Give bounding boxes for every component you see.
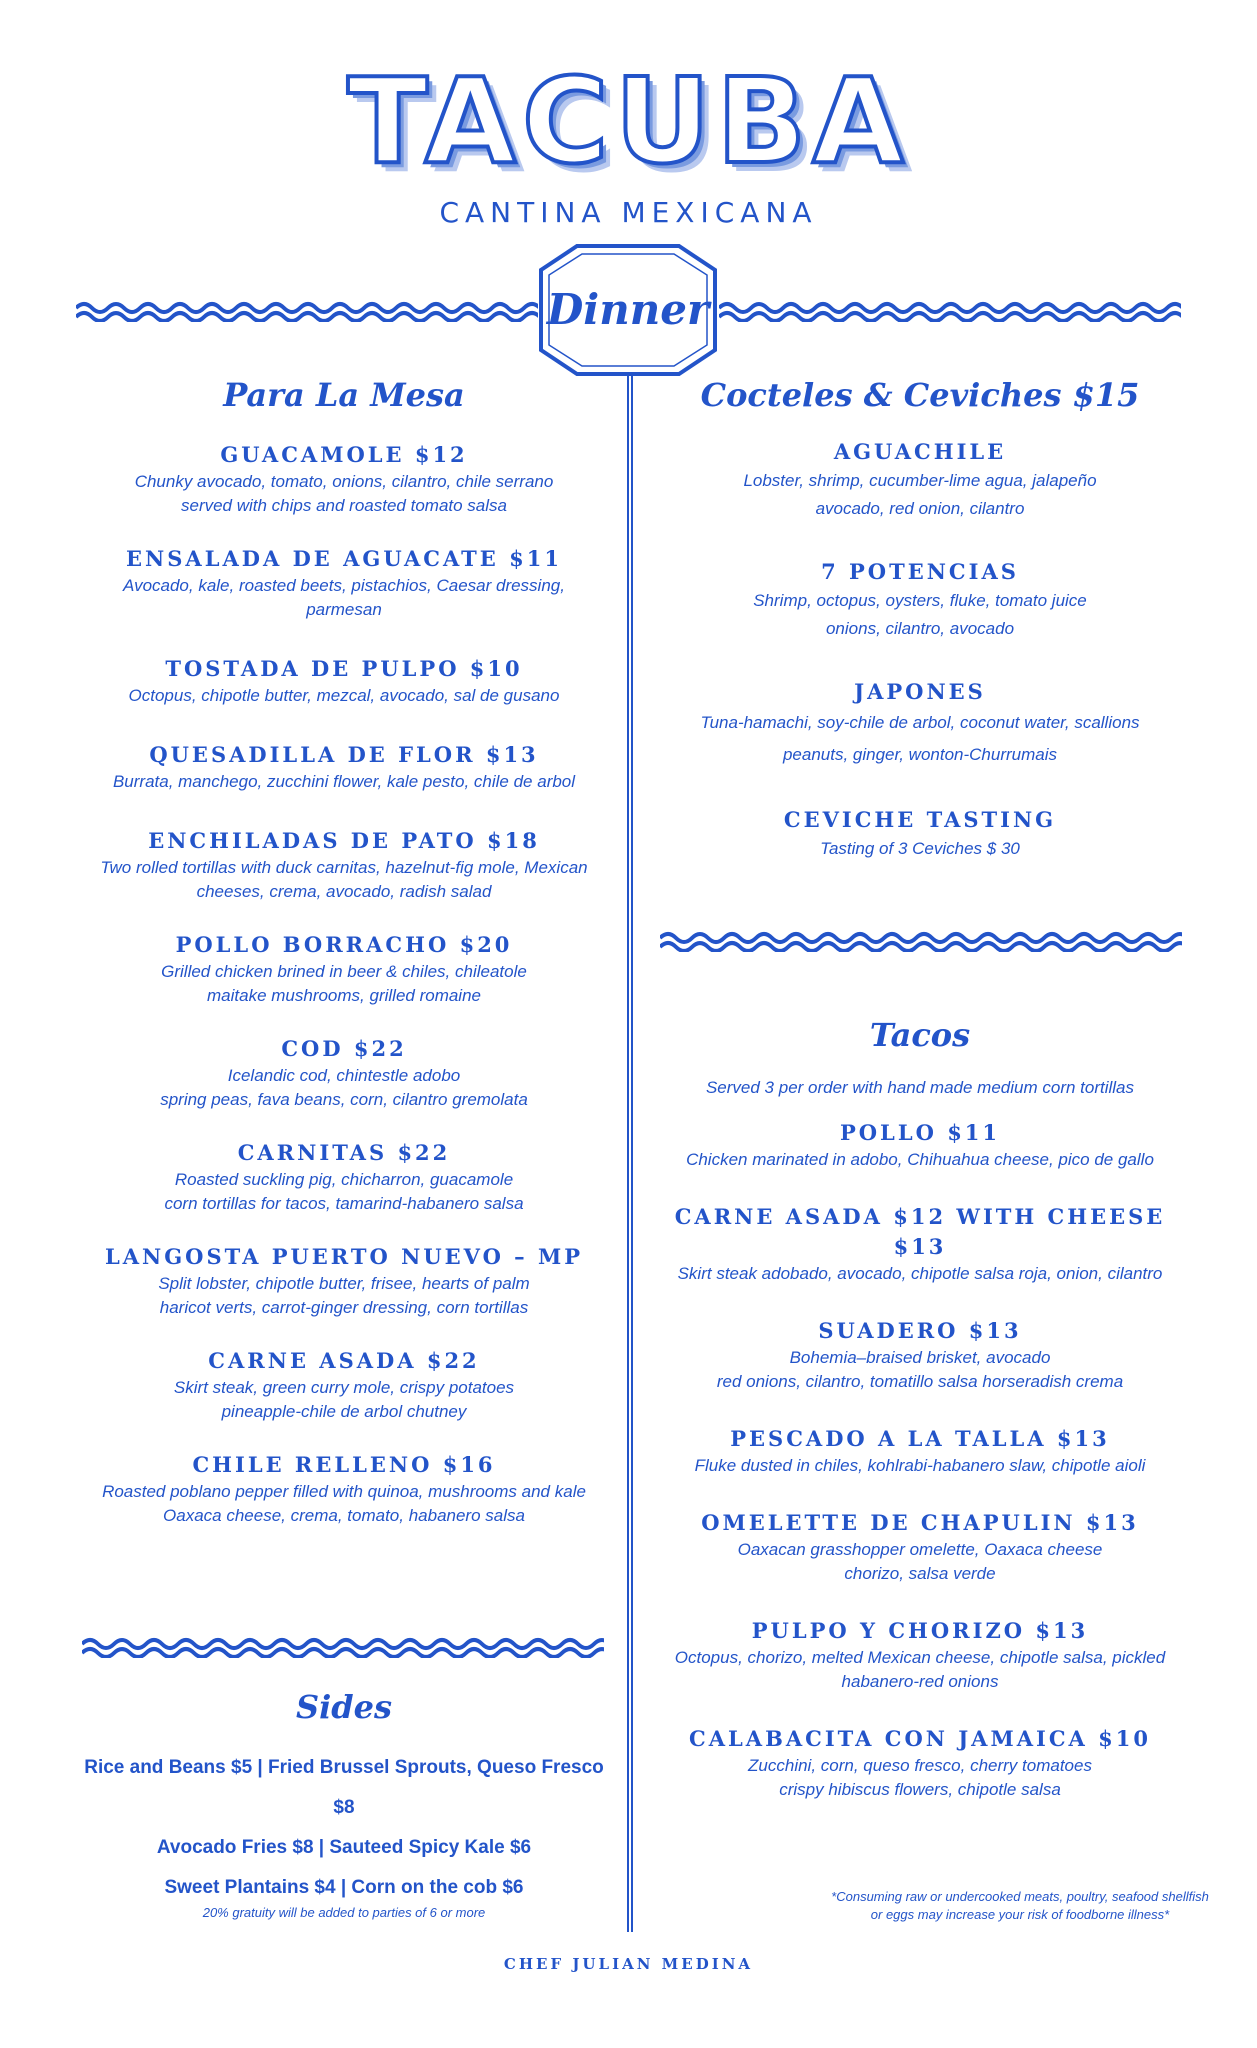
menu-item — [84, 1242, 604, 1320]
menu-item-name: ENSALADA DE AGUACATE $11 — [126, 546, 562, 571]
menu-item-name: CARNE ASADA $12 WITH CHEESE $13 — [674, 1204, 1166, 1259]
menu-item — [660, 557, 1180, 643]
menu-item-desc: Avocado, kale, roasted beets, pistachios, Caesar dressing, parmesan — [123, 576, 565, 619]
menu-item-name: CARNITAS $22 — [237, 1140, 451, 1165]
menu-item-desc: Oaxacan grasshopper omelette, Oaxaca cheese — [737, 1540, 1103, 1559]
menu-item-name: CARNE ASADA $22 — [208, 1348, 480, 1373]
gratuity-note: 20% gratuity will be added to parties of 6 or more — [202, 1905, 486, 1920]
menu-item-desc: spring peas, fava beans, corn, cilantro gremolata — [160, 1090, 528, 1109]
menu-item — [84, 544, 604, 622]
menu-item — [660, 805, 1180, 863]
menu-item — [84, 440, 604, 518]
restaurant-subtitle: CANTINA MEXICANA — [439, 196, 818, 229]
menu-item-desc: Icelandic cod, chintestle adobo — [227, 1066, 461, 1085]
menu-item-desc: Shrimp, octopus, oysters, fluke, tomato juice — [753, 591, 1087, 610]
health-warning-line: or eggs may increase your risk of foodborne illness* — [870, 1907, 1170, 1922]
menu-item — [84, 1450, 604, 1528]
menu-item-desc: Oaxaca cheese, crema, tomato, habanero salsa — [163, 1506, 525, 1525]
center-divider — [627, 376, 633, 1932]
menu-item — [660, 1508, 1180, 1586]
menu-item-desc: Octopus, chorizo, melted Mexican cheese, chipotle salsa, pickled — [674, 1648, 1166, 1667]
menu-item — [84, 740, 604, 794]
menu-item — [660, 1616, 1180, 1694]
menu-item — [84, 1034, 604, 1112]
menu-item — [84, 930, 604, 1008]
menu-item-name: PULPO Y CHORIZO $13 — [751, 1618, 1089, 1643]
tacos-note: Served 3 per order with hand made medium corn tortillas — [705, 1078, 1135, 1097]
dinner-label: Dinner — [546, 285, 710, 334]
sides-line: Sweet Plantains $4 | Corn on the cob $6 — [164, 1877, 524, 1898]
menu-item-name: JAPONES — [854, 679, 986, 704]
section-title-para-la-mesa: Para La Mesa — [223, 376, 465, 414]
menu-item — [660, 437, 1180, 523]
wave-divider-sides — [82, 1636, 604, 1658]
menu-item-desc: crispy hibiscus flowers, chipotle salsa — [779, 1780, 1061, 1799]
section-title-cocteles: Cocteles & Ceviches $15 — [700, 376, 1140, 414]
menu-item-desc: Roasted suckling pig, chicharron, guacamole — [174, 1170, 514, 1189]
sides-line: Rice and Beans $5 | Fried Brussel Sprouts, Queso Fresco $8 — [84, 1757, 604, 1818]
menu-item-name: 7 POTENCIAS — [821, 559, 1019, 584]
menu-item-desc: Chicken marinated in adobo, Chihuahua cheese, pico de gallo — [686, 1150, 1154, 1169]
menu-item-name: CHILE RELLENO $16 — [192, 1452, 496, 1477]
para-la-mesa-list — [84, 440, 604, 1528]
restaurant-name: TACUBA — [347, 52, 910, 190]
menu-item-name: POLLO BORRACHO $20 — [175, 932, 513, 957]
wave-divider-tacos — [660, 930, 1182, 952]
menu-item-desc: Zucchini, corn, queso fresco, cherry tomatoes — [748, 1756, 1092, 1775]
menu-item-desc: peanuts, ginger, wonton-Churrumais — [782, 745, 1058, 764]
menu-item-name: LANGOSTA PUERTO NUEVO – MP — [104, 1244, 584, 1269]
menu-item — [660, 1202, 1180, 1286]
menu-item-desc: haricot verts, carrot-ginger dressing, corn tortillas — [159, 1298, 529, 1317]
menu-item-desc: served with chips and roasted tomato salsa — [180, 496, 507, 515]
menu-item-desc: corn tortillas for tacos, tamarind-habanero salsa — [164, 1194, 524, 1213]
menu-item-name: POLLO $11 — [839, 1120, 1001, 1145]
menu-item-name: AGUACHILE — [833, 439, 1007, 464]
menu-item-desc: Split lobster, chipotle butter, frisee, hearts of palm — [158, 1274, 530, 1293]
menu-item-name: SUADERO $13 — [818, 1318, 1022, 1343]
menu-item-desc: cheeses, crema, avocado, radish salad — [196, 882, 492, 901]
menu-item-desc: Skirt steak adobado, avocado, chipotle salsa roja, onion, cilantro — [677, 1264, 1163, 1283]
menu-item-name: PESCADO A LA TALLA $13 — [730, 1426, 1110, 1451]
menu-item-desc: pineapple-chile de arbol chutney — [221, 1402, 467, 1421]
menu-item-desc: Roasted poblano pepper filled with quinoa, mushrooms and kale — [102, 1482, 586, 1501]
menu-item-name: COD $22 — [281, 1036, 407, 1061]
menu-item — [84, 1346, 604, 1424]
menu-item-name: CEVICHE TASTING — [783, 807, 1057, 832]
menu-item-name: QUESADILLA DE FLOR $13 — [149, 742, 539, 767]
section-title-tacos: Tacos — [869, 1016, 971, 1054]
menu-item-desc: Two rolled tortillas with duck carnitas, hazelnut-fig mole, Mexican — [100, 858, 588, 877]
wave-divider-top-left — [76, 300, 538, 322]
menu-item-desc: Octopus, chipotle butter, mezcal, avocado, sal de gusano — [128, 686, 560, 705]
section-title-sides: Sides — [295, 1688, 392, 1726]
menu-item-name: CALABACITA CON JAMAICA $10 — [689, 1726, 1151, 1751]
menu-item-name: GUACAMOLE $12 — [220, 442, 468, 467]
menu-item — [84, 654, 604, 708]
menu-item-desc: Fluke dusted in chiles, kohlrabi-habanero slaw, chipotle aioli — [694, 1456, 1146, 1475]
menu-item-desc: onions, cilantro, avocado — [825, 619, 1015, 638]
menu-item-desc: red onions, cilantro, tomatillo salsa horseradish crema — [716, 1372, 1124, 1391]
menu-item — [660, 1316, 1180, 1394]
menu-item-desc: habanero-red onions — [841, 1672, 999, 1691]
menu-item-name: OMELETTE DE CHAPULIN $13 — [701, 1510, 1139, 1535]
menu-item — [660, 677, 1180, 771]
chef-credit: CHEF JULIAN MEDINA — [503, 1955, 754, 1973]
menu-item-desc: Chunky avocado, tomato, onions, cilantro, chile serrano — [134, 472, 554, 491]
health-warning-line: *Consuming raw or undercooked meats, poultry, seafood shellfish — [831, 1889, 1209, 1904]
menu-item-name: TOSTADA DE PULPO $10 — [165, 656, 523, 681]
health-warning — [790, 1888, 1250, 1924]
cocteles-list — [660, 437, 1180, 863]
menu-item-desc: Tasting of 3 Ceviches $ 30 — [820, 839, 1020, 858]
menu-item-desc: Bohemia–braised brisket, avocado — [789, 1348, 1051, 1367]
tacos-list — [660, 1076, 1180, 1802]
menu-item-desc: chorizo, salsa verde — [844, 1564, 996, 1583]
menu-item-desc: maitake mushrooms, grilled romaine — [207, 986, 481, 1005]
menu-item — [84, 1138, 604, 1216]
sides-line: Avocado Fries $8 | Sauteed Spicy Kale $6 — [156, 1837, 532, 1858]
menu-item-desc: Burrata, manchego, zucchini flower, kale pesto, chile de arbol — [112, 772, 576, 791]
menu-item — [84, 826, 604, 904]
menu-item-name: ENCHILADAS DE PATO $18 — [148, 828, 540, 853]
menu-item-desc: Lobster, shrimp, cucumber-lime agua, jalapeño — [743, 471, 1097, 490]
menu-item — [660, 1424, 1180, 1478]
menu-item-desc: Grilled chicken brined in beer & chiles, chileatole — [161, 962, 527, 981]
menu-item — [660, 1724, 1180, 1802]
menu-item-desc: avocado, red onion, cilantro — [815, 499, 1025, 518]
menu-item-desc: Skirt steak, green curry mole, crispy potatoes — [173, 1378, 515, 1397]
menu-item-desc: Tuna-hamachi, soy-chile de arbol, coconut water, scallions — [700, 713, 1140, 732]
menu-item — [660, 1118, 1180, 1172]
wave-divider-top-right — [719, 300, 1181, 322]
sides-list — [84, 1748, 604, 1908]
